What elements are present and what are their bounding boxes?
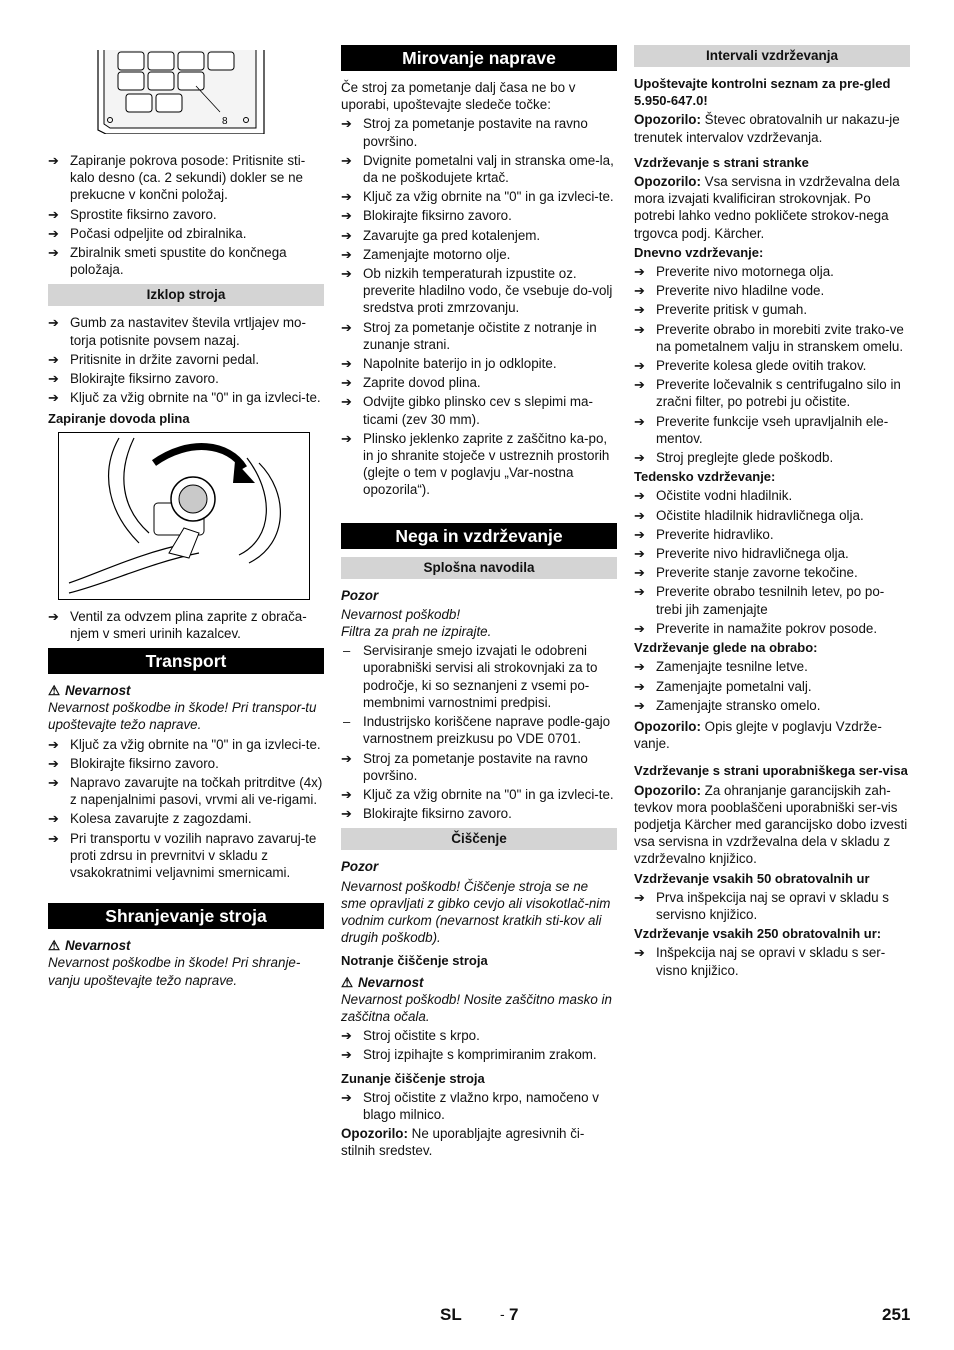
warning-heading: ⚠ Nevarnost [48, 938, 131, 954]
250-hour-steps [634, 944, 910, 978]
list-item: ➔ Plinsko jeklenko zaprite z zaščitno ka-po, in jo shranite stoječe v ustreznih prostorih (glejte o tem v poglavju „Var-nostna opozorila“). [341, 430, 610, 498]
figure-callout: 8 [222, 116, 228, 127]
note: Opozorilo: Števec obratovalnih ur nakazu-je trenutek intervalov vzdrževanja. [634, 112, 900, 145]
footer-chapter-page: 7 [509, 1305, 519, 1324]
section-title-intervali: Intervali vzdrževanja [634, 45, 910, 67]
list-item: ➔ Stroj preglejte glede poškodb. [634, 450, 834, 466]
list-item: ➔ Ključ za vžig obrnite na "0" in ga izvleci-te. [341, 189, 614, 205]
list-item: ➔ Preverite pritisk v gumah. [634, 302, 808, 318]
list-item: ➔ Preverite stanje zavorne tekočine. [634, 565, 858, 581]
note: Opozorilo: Za ohranjanje garancijskih zah-tevkov mora pooblaščeni uporabniški ser-vis podjetja Kärcher med garancijsko dobo izvesti vsa servisna in vzdrževalna dela v skladu z vzdrževalno knjižico. [634, 782, 908, 867]
list-item: ➔ Blokirajte fiksirno zavoro. [341, 208, 512, 224]
subtitle-internal-cleaning: Notranje čiščenje stroja [341, 953, 488, 969]
gas-valve-steps [48, 608, 324, 642]
list-item: ➔ Preverite nivo hladilne vode. [634, 283, 825, 299]
subtitle-daily: Dnevno vzdrževanje: [634, 244, 764, 260]
subtitle-customer-maintenance: Vzdrževanje s strani stranke [634, 154, 809, 170]
section-title-storage: Shranjevanje stroja [48, 903, 324, 929]
warning-text: Nevarnost poškodbe in škode! Pri transpor-tu upoštevajte težo naprave. [48, 700, 317, 733]
list-item: ➔ Očistite hladilnik hidravličnega olja. [634, 507, 864, 523]
checklist-note: Upoštevajte kontrolni seznam za pre-gled 5.950-647.0! [634, 76, 891, 109]
list-item: ➔ Blokirajte fiksirno zavoro. [48, 755, 219, 771]
list-item: ➔ Ključ za vžig obrnite na "0" in ga izvleci-te. [341, 786, 614, 802]
subtitle-50-hours: Vzdrževanje vsakih 50 obratovalnih ur [634, 870, 870, 886]
list-item: ➔ Gumb za nastavitev števila vrtljajev mo-torja potisnite povsem nazaj. [48, 315, 306, 348]
page-number: 251 [882, 1305, 911, 1324]
warning-heading: ⚠ Nevarnost [48, 683, 131, 699]
50-hour-steps [634, 889, 910, 923]
list-item: ➔ Stroj za pometanje postavite na ravno površino. [341, 116, 588, 149]
column-2 [341, 44, 617, 1162]
list-item: ➔ Stroj izpihajte s komprimiranim zrakom. [341, 1047, 597, 1063]
subtitle-gas-supply: Zapiranje dovoda plina [48, 411, 190, 427]
transport-steps [48, 736, 324, 882]
list-item: ➔ Napravo zavarujte na točkah pritrditve (4x) z napenjalnimi pasovi, vrvmi ali ve-rigami. [48, 775, 323, 808]
list-item: – Industrijsko koriščene naprave podle-gajo varnostnem preizkusu po VDE 0701. [343, 714, 611, 747]
list-item: ➔ Kolesa zavarujte z zagozdami. [48, 811, 252, 827]
section-title-splosna: Splošna navodila [341, 557, 617, 579]
warning-icon: ⚠ [48, 938, 61, 954]
list-item: ➔ Zamenjajte tesnilne letve. [634, 659, 808, 675]
caution-heading: Pozor [341, 859, 379, 875]
shutdown-steps [48, 314, 324, 406]
list-item: ➔ Napolnite baterijo in jo odklopite. [341, 356, 557, 372]
list-item: ➔ Prva inšpekcija naj se opravi v skladu s servisno knjižico. [634, 889, 889, 922]
section-title-izklop: Izklop stroja [48, 284, 324, 306]
daily-steps [634, 263, 910, 466]
column-1 [48, 44, 324, 991]
list-item: ➔ Preverite kolesa glede ovitih trakov. [634, 358, 867, 374]
intro-text: Če stroj za pometanje dalj časa ne bo v uporabi, upoštevajte sledeče točke: [341, 80, 576, 113]
subtitle-250-hours: Vzdrževanje vsakih 250 obratovalnih ur: [634, 926, 882, 942]
list-item: ➔ Zamenjajte pometalni valj. [634, 678, 812, 694]
caution-text: Nevarnost poškodb! Čiščenje stroja se ne sme opravljati z gibko cevjo ali visokotlač-nim vodnim curkom (nevarnost kratkih sti-kov ali drugih poškodb). [341, 878, 611, 946]
list-item: ➔ Pritisnite in držite zavorni pedal. [48, 351, 260, 367]
warning-heading: ⚠ Nevarnost [341, 974, 424, 990]
caution-text: Nevarnost poškodb! [341, 606, 461, 622]
footer-dash: - [500, 1306, 505, 1322]
list-item: ➔ Ob nizkih temperaturah izpustite oz. preverite hladilno vodo, če vsebuje do-volj sredstva proti zmrzovanju. [341, 266, 613, 316]
section-title-transport: Transport [48, 648, 324, 674]
list-item: ➔ Zamenjajte motorno olje. [341, 246, 511, 262]
subtitle-service: Vzdrževanje s strani uporabniškega ser-visa [634, 763, 908, 779]
list-item: ➔ Zbiralnik smeti spustite do končnega položaja. [48, 245, 287, 278]
list-item: ➔ Sprostite fiksirno zavoro. [48, 206, 217, 222]
list-item: ➔ Dvignite pometalni valj in stranska ome-la, da ne poškodujete krtač. [341, 152, 614, 186]
subtitle-wear: Vzdrževanje glede na obrabo: [634, 640, 818, 656]
warning-text: Nevarnost poškodbe in škode! Pri shranje-vanju upoštevajte težo naprave. [48, 955, 301, 988]
list-item: ➔ Ventil za odvzem plina zaprite z obrača-njem v smeri urinih kazalcev. [48, 608, 307, 641]
note: Opozorilo: Vsa servisna in vzdrževalna dela mora izvajati kvalificiran strokovnjak. Po potrebi lahko vedno pokličete strokov-nega trgovca podj. Kärcher. [634, 174, 900, 241]
list-item: ➔ Stroj za pometanje postavite na ravno površino. [341, 750, 588, 783]
list-item: ➔ Zamenjajte stransko omelo. [634, 697, 821, 713]
gas-valve-figure [58, 432, 310, 600]
list-item: – Servisiranje smejo izvajati le odobreni uporabniški servisi ali strokovnjaki za to področje, ki so seznanjeni z vsemi po-membnimi varnostnimi predpisi. [343, 643, 598, 710]
list-item: ➔ Pri transportu v vozilih napravo zavaruj-te proti zdrsu in prevrnitvi v skladu z vsakokratnimi veljavnimi smernicami. [48, 830, 317, 881]
list-item: ➔ Preverite nivo hidravličnega olja. [634, 546, 849, 562]
list-item: ➔ Očistite vodni hladilnik. [634, 488, 793, 504]
list-item: ➔ Stroj očistite z vlažno krpo, namočeno v blago milnico. [341, 1089, 599, 1122]
list-item: ➔ Preverite funkcije vseh upravljalnih ele-mentov. [634, 413, 889, 446]
idle-steps [341, 115, 617, 498]
column-3 [634, 44, 910, 981]
list-item: ➔ Stroj za pometanje očistite z notranje in zunanje strani. [341, 319, 597, 352]
list-item: ➔ Preverite obrabo tesnilnih letev, po po-trebi jih zamenjajte [634, 584, 885, 617]
lid-closing-steps [48, 152, 324, 278]
weekly-steps [634, 487, 910, 637]
list-item: ➔ Odvijte gibko plinsko cev s slepimi ma-ticami (zev 30 mm). [341, 394, 593, 427]
caution-heading: Pozor [341, 587, 379, 603]
footer-language: SL [440, 1305, 462, 1324]
subtitle-weekly: Tedensko vzdrževanje: [634, 469, 776, 485]
warning-icon: ⚠ [341, 974, 354, 990]
list-item: ➔ Stroj očistite s krpo. [341, 1028, 480, 1044]
caution-text: Filtra za prah ne izpirajte. [341, 624, 492, 640]
list-item: ➔ Blokirajte fiksirno zavoro. [48, 371, 219, 387]
note: Opozorilo: Ne uporabljajte agresivnih či-stilnih sredstev. [341, 1126, 585, 1159]
list-item: ➔ Preverite hidravliko. [634, 526, 774, 542]
list-item: ➔ Ključ za vžig obrnite na "0" in ga izvleci-te. [48, 390, 321, 406]
list-item: ➔ Preverite nivo motornega olja. [634, 264, 834, 280]
warning-text: Nevarnost poškodb! Nosite zaščitno masko in zaščitna očala. [341, 991, 612, 1024]
list-item: ➔ Zavarujte ga pred kotalenjem. [341, 227, 541, 243]
section-title-mirovanje: Mirovanje naprave [341, 45, 617, 71]
list-item: ➔ Blokirajte fiksirno zavoro. [341, 806, 512, 822]
section-title-ciscenje: Čiščenje [341, 828, 617, 850]
note: Opozorilo: Opis glejte v poglavju Vzdrže-vanje. [634, 718, 882, 752]
list-item: ➔ Inšpekcija naj se opravi v skladu s ser-visno knjižico. [634, 945, 886, 978]
list-item: ➔ Preverite in namažite pokrov posode. [634, 620, 878, 636]
warning-icon: ⚠ [48, 683, 61, 699]
subtitle-external-cleaning: Zunanje čiščenje stroja [341, 1070, 485, 1086]
internal-cleaning-steps [341, 1027, 617, 1063]
control-panel-figure [96, 46, 286, 134]
wear-steps [634, 658, 910, 714]
list-item: ➔ Počasi odpeljite od zbiralnika. [48, 225, 247, 241]
general-steps [341, 750, 617, 823]
section-title-nega: Nega in vzdrževanje [341, 523, 617, 549]
list-item: ➔ Preverite ločevalnik s centrifugalno silo in zračni filter, po potrebi ju očistite. [634, 377, 901, 410]
list-item: ➔ Preverite obrabo in morebiti zvite trako-ve na pometalnem valju in stranskem omelu. [634, 321, 904, 354]
list-item: ➔ Zapiranje pokrova posode: Pritisnite sti-kalo desno (ca. 2 sekundi) dokler se ne prekucne v končni položaj. [48, 153, 306, 203]
general-dash-list [341, 642, 617, 747]
list-item: ➔ Ključ za vžig obrnite na "0" in ga izvleci-te. [48, 736, 321, 752]
list-item: ➔ Zaprite dovod plina. [341, 375, 481, 391]
external-cleaning-steps [341, 1089, 617, 1123]
